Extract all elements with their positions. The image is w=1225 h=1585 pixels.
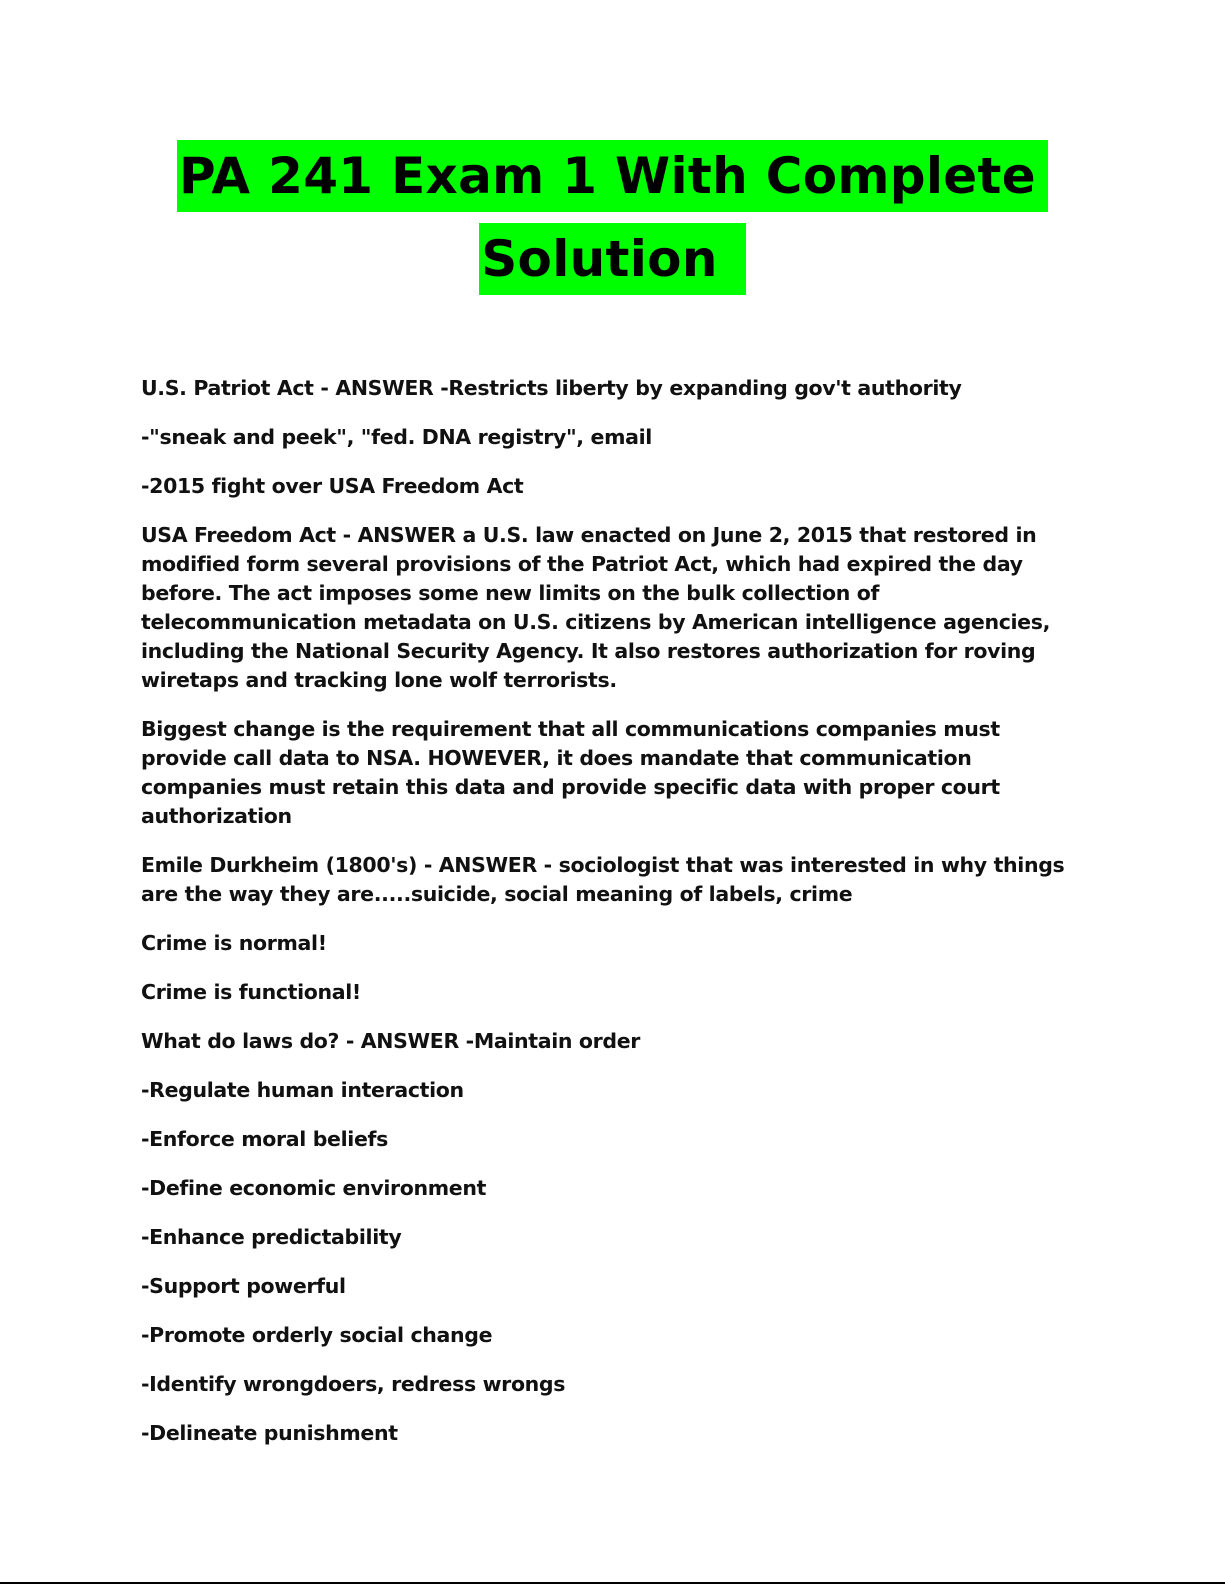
document-body: [141, 374, 1091, 1468]
document-title: [0, 140, 1225, 295]
paragraph: -Enhance predictability: [141, 1225, 402, 1249]
paragraph: -Promote orderly social change: [141, 1323, 493, 1347]
paragraph: Crime is functional!: [141, 980, 361, 1004]
paragraph: -2015 fight over USA Freedom Act: [141, 474, 524, 498]
title-line-1: PA 241 Exam 1 With Complete: [177, 140, 1048, 212]
page-bottom-divider: [0, 1582, 1225, 1584]
paragraph: Crime is normal!: [141, 931, 327, 955]
paragraph: -Support powerful: [141, 1274, 346, 1298]
paragraph: What do laws do? - ANSWER -Maintain order: [141, 1029, 641, 1053]
paragraph: Emile Durkheim (1800's) - ANSWER - sociologist that was interested in why things are the way they are.....suicide, social meaning of labels, crime: [141, 853, 1065, 906]
paragraph: Biggest change is the requirement that all communications companies must provide call data to NSA. HOWEVER, it does mandate that communication companies must retain this data and provide specific data with proper court authorization: [141, 717, 1000, 828]
paragraph: -Enforce moral beliefs: [141, 1127, 388, 1151]
paragraph: -Delineate punishment: [141, 1421, 398, 1445]
paragraph: -Regulate human interaction: [141, 1078, 464, 1102]
title-line-2: Solution: [479, 223, 745, 295]
paragraph: USA Freedom Act - ANSWER a U.S. law enacted on June 2, 2015 that restored in modified form several provisions of the Patriot Act, which had expired the day before. The act imposes some new limits on the bulk collection of telecommunication metadata on U.S. citizens by American intelligence agencies, including the National Security Agency. It also restores authorization for roving wiretaps and tracking lone wolf terrorists.: [141, 523, 1051, 692]
paragraph: U.S. Patriot Act - ANSWER -Restricts liberty by expanding gov't authority: [141, 376, 962, 400]
paragraph: -Identify wrongdoers, redress wrongs: [141, 1372, 566, 1396]
paragraph: -"sneak and peek", "fed. DNA registry", email: [141, 425, 652, 449]
paragraph: -Define economic environment: [141, 1176, 487, 1200]
